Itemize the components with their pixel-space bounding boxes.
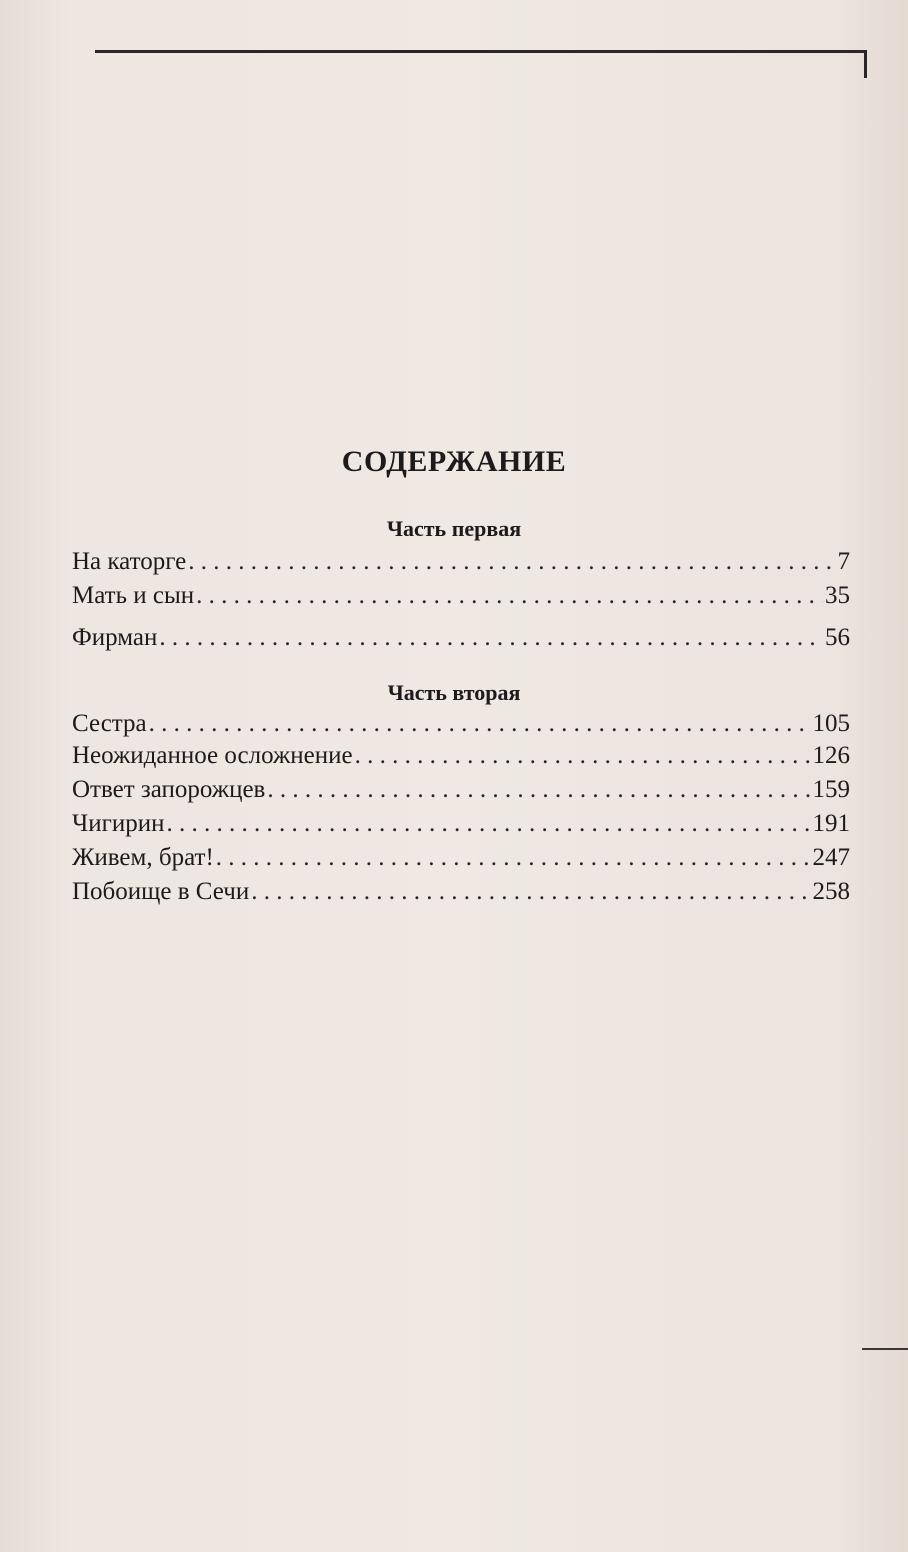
dot-leader bbox=[355, 742, 811, 770]
toc-row[interactable] bbox=[72, 548, 850, 578]
toc-entry-page: 56 bbox=[825, 624, 850, 651]
toc-entry-title: Фирман bbox=[72, 624, 158, 651]
toc-entry-title: Сестра bbox=[72, 710, 147, 737]
toc-entry-title: Ответ запорожцев bbox=[72, 776, 266, 803]
toc-row[interactable] bbox=[72, 876, 850, 910]
toc-row[interactable] bbox=[72, 740, 850, 774]
toc-entry-page: 247 bbox=[812, 844, 850, 871]
dot-leader bbox=[149, 710, 811, 738]
toc-row[interactable] bbox=[72, 622, 850, 660]
dot-leader bbox=[196, 582, 823, 610]
toc-part-2 bbox=[72, 710, 850, 910]
toc-entry-title: Мать и сын bbox=[72, 582, 195, 609]
dot-leader bbox=[216, 844, 811, 872]
toc-entry-page: 258 bbox=[812, 878, 850, 905]
toc-entry-page: 159 bbox=[812, 776, 850, 803]
toc-entry-page: 105 bbox=[812, 710, 850, 737]
toc-part-1 bbox=[72, 548, 850, 660]
part-heading-2: Часть вторая bbox=[387, 680, 521, 705]
dot-leader bbox=[188, 548, 835, 576]
toc-entry-title: Чигирин bbox=[72, 810, 165, 837]
part-heading-1: Часть первая bbox=[386, 516, 522, 541]
side-rule bbox=[864, 50, 867, 78]
toc-entry-page: 35 bbox=[825, 582, 850, 609]
toc-row[interactable] bbox=[72, 578, 850, 622]
toc-entry-title: На каторге bbox=[72, 548, 187, 575]
toc-title: СОДЕРЖАНИЕ bbox=[341, 445, 567, 478]
toc-entry-title: Живем, брат! bbox=[72, 844, 214, 871]
dot-leader bbox=[267, 776, 810, 804]
toc-row[interactable] bbox=[72, 710, 850, 740]
dot-leader bbox=[167, 810, 811, 838]
toc-entry-title: Побоище в Сечи bbox=[72, 878, 250, 905]
toc-entry-page: 7 bbox=[837, 548, 850, 575]
toc-entry-title: Неожиданное осложнение bbox=[72, 742, 353, 769]
toc-row[interactable] bbox=[72, 808, 850, 842]
dot-leader bbox=[251, 878, 810, 906]
dot-leader bbox=[159, 624, 823, 652]
toc-entry-page: 191 bbox=[812, 810, 850, 837]
toc-entry-page: 126 bbox=[812, 742, 850, 769]
toc-row[interactable] bbox=[72, 774, 850, 808]
toc-row[interactable] bbox=[72, 842, 850, 876]
edge-mark bbox=[862, 1348, 908, 1350]
top-rule bbox=[95, 50, 867, 53]
